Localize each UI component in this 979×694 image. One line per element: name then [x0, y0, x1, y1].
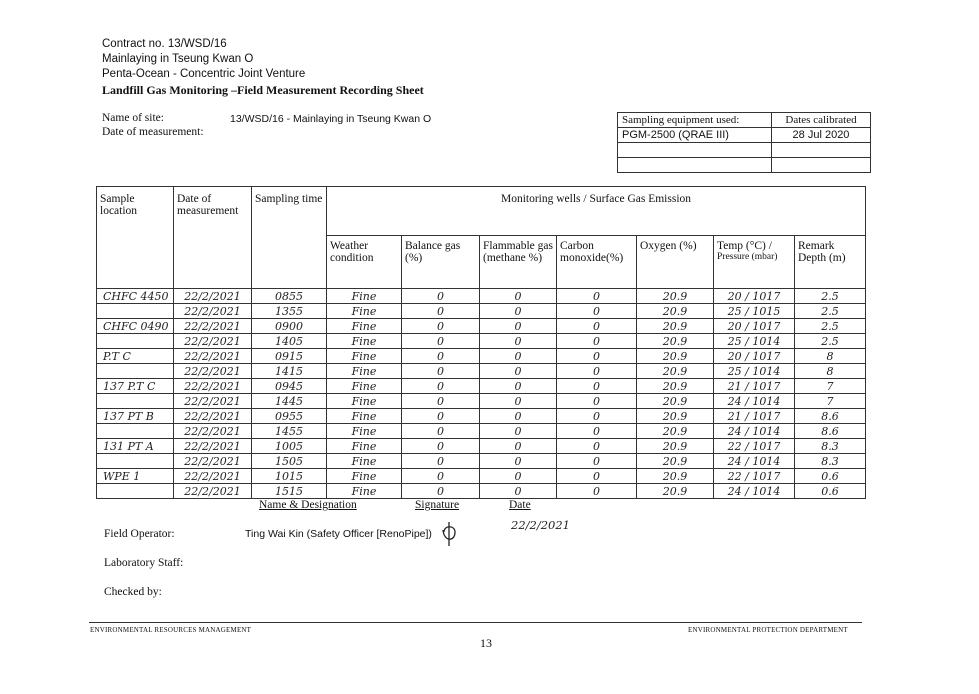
calibration-date: [772, 143, 871, 158]
cell-flammable-gas: 0: [480, 469, 557, 484]
table-row: [97, 424, 866, 439]
cell-time: 1015: [252, 469, 327, 484]
equipment-name: [618, 158, 772, 173]
cell-remark: 2.5: [795, 334, 866, 349]
cell-oxygen: 20.9: [637, 364, 714, 379]
cell-carbon-monoxide: 0: [557, 319, 637, 334]
cell-date: 22/2/2021: [174, 304, 252, 319]
cell-time: 0900: [252, 319, 327, 334]
oxygen-header: Oxygen (%): [637, 236, 714, 289]
cell-weather: Fine: [327, 349, 402, 364]
cell-temp-pressure: 25 / 1014: [714, 334, 795, 349]
cell-balance-gas: 0: [402, 379, 480, 394]
cell-date: 22/2/2021: [174, 334, 252, 349]
table-row: [97, 439, 866, 454]
cell-flammable-gas: 0: [480, 484, 557, 499]
table-row: [97, 349, 866, 364]
monitoring-group-header: Monitoring wells / Surface Gas Emission: [327, 187, 866, 236]
cell-weather: Fine: [327, 289, 402, 304]
remark-header: Remark Depth (m): [795, 236, 866, 289]
temp-label: Temp (°C) /: [717, 240, 772, 252]
cell-temp-pressure: 22 / 1017: [714, 469, 795, 484]
cell-weather: Fine: [327, 454, 402, 469]
footer-right: ENVIRONMENTAL PROTECTION DEPARTMENT: [688, 626, 848, 634]
cell-date: 22/2/2021: [174, 349, 252, 364]
site-label: Name of site:: [102, 112, 164, 124]
cell-balance-gas: 0: [402, 439, 480, 454]
balance-header: Balance gas (%): [402, 236, 480, 289]
cell-carbon-monoxide: 0: [557, 304, 637, 319]
cell-flammable-gas: 0: [480, 364, 557, 379]
cell-remark: 2.5: [795, 289, 866, 304]
cell-carbon-monoxide: 0: [557, 349, 637, 364]
cell-temp-pressure: 24 / 1014: [714, 424, 795, 439]
measurement-table: [96, 186, 866, 499]
cell-oxygen: 20.9: [637, 454, 714, 469]
cell-carbon-monoxide: 0: [557, 289, 637, 304]
table-row: [97, 469, 866, 484]
cell-location: 137 P.T C: [97, 379, 174, 394]
cell-location: P.T C: [97, 349, 174, 364]
table-row: [97, 379, 866, 394]
cell-balance-gas: 0: [402, 349, 480, 364]
cell-oxygen: 20.9: [637, 319, 714, 334]
cell-oxygen: 20.9: [637, 334, 714, 349]
cell-time: 1005: [252, 439, 327, 454]
cell-carbon-monoxide: 0: [557, 379, 637, 394]
table-row: [97, 319, 866, 334]
table-row: [97, 394, 866, 409]
cell-flammable-gas: 0: [480, 289, 557, 304]
equipment-name: PGM-2500 (QRAE III): [618, 128, 772, 143]
cell-carbon-monoxide: 0: [557, 409, 637, 424]
table-row: [97, 364, 866, 379]
cell-date: 22/2/2021: [174, 364, 252, 379]
cell-location: [97, 334, 174, 349]
cell-flammable-gas: 0: [480, 409, 557, 424]
cell-date: 22/2/2021: [174, 289, 252, 304]
cell-time: 1505: [252, 454, 327, 469]
equipment-name: [618, 143, 772, 158]
cell-flammable-gas: 0: [480, 349, 557, 364]
cell-date: 22/2/2021: [174, 484, 252, 499]
cell-carbon-monoxide: 0: [557, 364, 637, 379]
checked-by-label: Checked by:: [104, 586, 162, 598]
contractor-name: Penta-Ocean - Concentric Joint Venture: [102, 68, 306, 80]
date-header: Date of measurement: [174, 187, 252, 289]
cell-oxygen: 20.9: [637, 379, 714, 394]
cell-location: 137 PT B: [97, 409, 174, 424]
cell-oxygen: 20.9: [637, 469, 714, 484]
cell-time: 0855: [252, 289, 327, 304]
document-title: Landfill Gas Monitoring –Field Measurement Recording Sheet: [102, 83, 424, 97]
cell-balance-gas: 0: [402, 424, 480, 439]
cell-temp-pressure: 25 / 1014: [714, 364, 795, 379]
cell-time: 1445: [252, 394, 327, 409]
cell-remark: 8.3: [795, 439, 866, 454]
cell-date: 22/2/2021: [174, 454, 252, 469]
cell-weather: Fine: [327, 394, 402, 409]
cell-location: CHFC 0490: [97, 319, 174, 334]
cell-location: WPE 1: [97, 469, 174, 484]
cell-oxygen: 20.9: [637, 424, 714, 439]
cell-remark: 8: [795, 364, 866, 379]
cell-location: [97, 304, 174, 319]
cell-remark: 0.6: [795, 484, 866, 499]
cell-balance-gas: 0: [402, 319, 480, 334]
cell-balance-gas: 0: [402, 469, 480, 484]
cell-time: 1515: [252, 484, 327, 499]
cell-temp-pressure: 25 / 1015: [714, 304, 795, 319]
cell-time: 0915: [252, 349, 327, 364]
cell-balance-gas: 0: [402, 304, 480, 319]
cell-date: 22/2/2021: [174, 469, 252, 484]
table-row: [97, 409, 866, 424]
cell-carbon-monoxide: 0: [557, 334, 637, 349]
cell-temp-pressure: 24 / 1014: [714, 394, 795, 409]
cell-location: [97, 484, 174, 499]
temp-pressure-header: [714, 236, 795, 289]
table-header-row: [97, 187, 866, 236]
date-label: Date of measurement:: [102, 126, 204, 138]
cell-balance-gas: 0: [402, 289, 480, 304]
cell-location: [97, 364, 174, 379]
table-body: [97, 289, 866, 499]
table-row: [97, 484, 866, 499]
weather-header: Weather condition: [327, 236, 402, 289]
cell-weather: Fine: [327, 469, 402, 484]
cell-balance-gas: 0: [402, 334, 480, 349]
lab-staff-label: Laboratory Staff:: [104, 557, 184, 569]
cell-weather: Fine: [327, 439, 402, 454]
calibration-date: [772, 158, 871, 173]
cell-remark: 8.6: [795, 424, 866, 439]
cell-temp-pressure: 20 / 1017: [714, 289, 795, 304]
carbon-monoxide-header: Carbon monoxide(%): [557, 236, 637, 289]
cell-location: [97, 454, 174, 469]
cell-weather: Fine: [327, 364, 402, 379]
equipment-header-row: [618, 113, 871, 128]
cell-temp-pressure: 21 / 1017: [714, 409, 795, 424]
cell-remark: 7: [795, 379, 866, 394]
cell-temp-pressure: 24 / 1014: [714, 484, 795, 499]
cell-date: 22/2/2021: [174, 394, 252, 409]
project-name: Mainlaying in Tseung Kwan O: [102, 53, 254, 65]
equipment-row: [618, 158, 871, 173]
cell-weather: Fine: [327, 319, 402, 334]
cell-remark: 2.5: [795, 304, 866, 319]
cell-location: [97, 424, 174, 439]
cell-flammable-gas: 0: [480, 439, 557, 454]
cell-date: 22/2/2021: [174, 319, 252, 334]
cell-temp-pressure: 22 / 1017: [714, 439, 795, 454]
cell-remark: 8.3: [795, 454, 866, 469]
cell-carbon-monoxide: 0: [557, 484, 637, 499]
cell-flammable-gas: 0: [480, 319, 557, 334]
cell-temp-pressure: 24 / 1014: [714, 454, 795, 469]
cell-time: 1455: [252, 424, 327, 439]
equipment-table: [617, 112, 871, 173]
date-header-signoff: Date: [509, 499, 531, 511]
cell-weather: Fine: [327, 379, 402, 394]
cell-balance-gas: 0: [402, 394, 480, 409]
cell-time: 0945: [252, 379, 327, 394]
equipment-row: [618, 143, 871, 158]
cell-time: 0955: [252, 409, 327, 424]
cell-time: 1355: [252, 304, 327, 319]
name-designation-header: Name & Designation: [259, 499, 357, 511]
cell-remark: 8: [795, 349, 866, 364]
contract-number: Contract no. 13/WSD/16: [102, 38, 227, 50]
equipment-row: [618, 128, 871, 143]
table-row: [97, 334, 866, 349]
signature-mark: [440, 520, 458, 548]
calibration-date: 28 Jul 2020: [772, 128, 871, 143]
cell-carbon-monoxide: 0: [557, 424, 637, 439]
cell-weather: Fine: [327, 484, 402, 499]
page-number: 13: [480, 636, 492, 650]
cell-oxygen: 20.9: [637, 289, 714, 304]
table-row: [97, 289, 866, 304]
cell-flammable-gas: 0: [480, 394, 557, 409]
table-row: [97, 454, 866, 469]
cell-temp-pressure: 20 / 1017: [714, 319, 795, 334]
cell-time: 1415: [252, 364, 327, 379]
cell-oxygen: 20.9: [637, 409, 714, 424]
cell-remark: 8.6: [795, 409, 866, 424]
cell-oxygen: 20.9: [637, 439, 714, 454]
cell-date: 22/2/2021: [174, 379, 252, 394]
time-header: Sampling time: [252, 187, 327, 289]
cell-oxygen: 20.9: [637, 394, 714, 409]
equipment-header: Sampling equipment used:: [618, 113, 772, 128]
cell-oxygen: 20.9: [637, 484, 714, 499]
table-row: [97, 304, 866, 319]
cell-carbon-monoxide: 0: [557, 454, 637, 469]
cell-oxygen: 20.9: [637, 304, 714, 319]
cell-balance-gas: 0: [402, 484, 480, 499]
cell-carbon-monoxide: 0: [557, 469, 637, 484]
cell-carbon-monoxide: 0: [557, 439, 637, 454]
cell-temp-pressure: 20 / 1017: [714, 349, 795, 364]
cell-oxygen: 20.9: [637, 349, 714, 364]
cell-flammable-gas: 0: [480, 334, 557, 349]
cell-flammable-gas: 0: [480, 424, 557, 439]
cell-flammable-gas: 0: [480, 454, 557, 469]
cell-location: 131 PT A: [97, 439, 174, 454]
cell-location: CHFC 4450: [97, 289, 174, 304]
cell-balance-gas: 0: [402, 409, 480, 424]
cell-weather: Fine: [327, 304, 402, 319]
cell-temp-pressure: 21 / 1017: [714, 379, 795, 394]
footer-left: ENVIRONMENTAL RESOURCES MANAGEMENT: [90, 626, 252, 634]
pressure-label: Pressure (mbar): [717, 252, 778, 262]
cell-carbon-monoxide: 0: [557, 394, 637, 409]
cell-weather: Fine: [327, 424, 402, 439]
flammable-header: Flammable gas (methane %): [480, 236, 557, 289]
calibrated-header: Dates calibrated: [772, 113, 871, 128]
cell-flammable-gas: 0: [480, 379, 557, 394]
footer-divider: [89, 622, 862, 623]
field-operator-label: Field Operator:: [104, 528, 175, 540]
cell-date: 22/2/2021: [174, 424, 252, 439]
cell-time: 1405: [252, 334, 327, 349]
cell-date: 22/2/2021: [174, 439, 252, 454]
cell-date: 22/2/2021: [174, 409, 252, 424]
cell-weather: Fine: [327, 409, 402, 424]
cell-remark: 2.5: [795, 319, 866, 334]
cell-location: [97, 394, 174, 409]
cell-remark: 0.6: [795, 469, 866, 484]
field-operator-name: Ting Wai Kin (Safety Officer [RenoPipe]): [245, 528, 432, 540]
cell-remark: 7: [795, 394, 866, 409]
cell-weather: Fine: [327, 334, 402, 349]
cell-balance-gas: 0: [402, 454, 480, 469]
site-value: 13/WSD/16 - Mainlaying in Tseung Kwan O: [230, 113, 432, 125]
cell-balance-gas: 0: [402, 364, 480, 379]
field-operator-date: 22/2/2021: [511, 518, 570, 532]
cell-flammable-gas: 0: [480, 304, 557, 319]
location-header: Sample location: [97, 187, 174, 289]
signature-header: Signature: [415, 499, 460, 511]
